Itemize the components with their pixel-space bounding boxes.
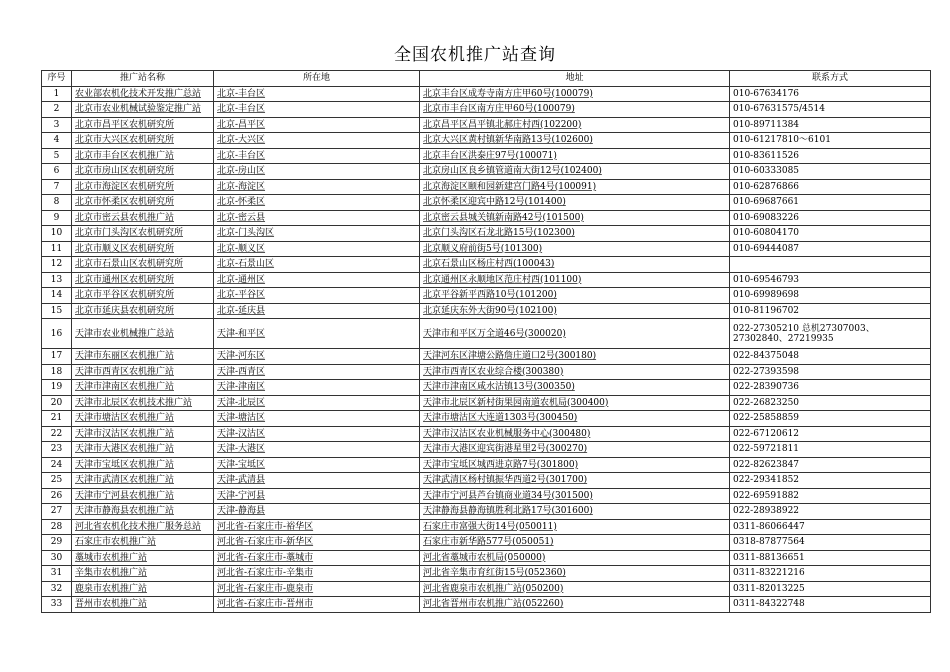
station-address: 北京丰台区洪泰庄97号(100071) — [420, 148, 730, 164]
station-name: 北京市顺义区农机研究所 — [72, 241, 214, 257]
station-location: 河北省-石家庄市-裕华区 — [214, 519, 420, 535]
station-contact: 0311-83221216 — [730, 566, 931, 582]
station-contact: 010-69687661 — [730, 195, 931, 211]
station-address: 北京海淀区颐和园新建宫门路4号(100091) — [420, 179, 730, 195]
row-index: 14 — [42, 288, 72, 304]
row-index: 15 — [42, 303, 72, 319]
station-location: 河北省-石家庄市-新华区 — [214, 535, 420, 551]
table-row — [42, 597, 931, 613]
station-location: 北京-密云县 — [214, 210, 420, 226]
station-address: 天津市汉沽区农业机械服务中心(300480) — [420, 426, 730, 442]
table-row — [42, 473, 931, 489]
table-row — [42, 288, 931, 304]
row-index: 18 — [42, 364, 72, 380]
station-location: 天津-和平区 — [214, 319, 420, 349]
table-row — [42, 117, 931, 133]
row-index: 20 — [42, 395, 72, 411]
station-contact: 010-81196702 — [730, 303, 931, 319]
station-location: 天津-大港区 — [214, 442, 420, 458]
station-contact: 010-89711384 — [730, 117, 931, 133]
station-address: 河北省辛集市育红街15号(052360) — [420, 566, 730, 582]
station-location: 北京-延庆县 — [214, 303, 420, 319]
station-contact: 022-69591882 — [730, 488, 931, 504]
station-name: 天津市塘沽区农机推广站 — [72, 411, 214, 427]
station-address: 北京延庆东外大街90号(102100) — [420, 303, 730, 319]
station-address: 北京密云县城关镇新南路42号(101500) — [420, 210, 730, 226]
row-index: 28 — [42, 519, 72, 535]
station-location: 河北省-石家庄市-藁城市 — [214, 550, 420, 566]
station-address: 北京顺义府前街5号(101300) — [420, 241, 730, 257]
row-index: 3 — [42, 117, 72, 133]
table-row — [42, 395, 931, 411]
station-contact: 0311-86066447 — [730, 519, 931, 535]
station-contact: 022-26823250 — [730, 395, 931, 411]
station-location: 天津-武清县 — [214, 473, 420, 489]
table-row — [42, 272, 931, 288]
station-table — [41, 70, 931, 613]
row-index: 22 — [42, 426, 72, 442]
row-index: 19 — [42, 380, 72, 396]
station-address: 天津武清区杨村镇振华西道2号(301700) — [420, 473, 730, 489]
table-row — [42, 102, 931, 118]
station-contact: 010-69546793 — [730, 272, 931, 288]
station-name: 北京市密云县农机推广站 — [72, 210, 214, 226]
station-address: 石家庄市新华路577号(050051) — [420, 535, 730, 551]
row-index: 9 — [42, 210, 72, 226]
page-title: 全国农机推广站查询 — [394, 45, 556, 65]
station-contact: 010-69083226 — [730, 210, 931, 226]
table-row — [42, 133, 931, 149]
station-location: 北京-顺义区 — [214, 241, 420, 257]
station-name: 北京市丰台区农机推广站 — [72, 148, 214, 164]
station-address: 北京丰台区成寿寺南方庄甲60号(100079) — [420, 86, 730, 102]
station-location: 北京-丰台区 — [214, 148, 420, 164]
station-address: 北京平谷新平西路10号(101200) — [420, 288, 730, 304]
station-contact: 022-25858859 — [730, 411, 931, 427]
station-location: 北京-昌平区 — [214, 117, 420, 133]
station-contact: 010-61217810～6101 — [730, 133, 931, 149]
station-contact: 0318-87877564 — [730, 535, 931, 551]
table-row — [42, 566, 931, 582]
header-contact: 联系方式 — [730, 71, 931, 87]
table-header-row — [42, 71, 931, 87]
station-location: 北京-海淀区 — [214, 179, 420, 195]
station-name: 晋州市农机推广站 — [72, 597, 214, 613]
station-contact — [730, 257, 931, 273]
station-location: 天津-宝坻区 — [214, 457, 420, 473]
row-index: 12 — [42, 257, 72, 273]
station-name: 北京市石景山区农机研究所 — [72, 257, 214, 273]
row-index: 17 — [42, 349, 72, 365]
station-location: 河北省-石家庄市-辛集市 — [214, 566, 420, 582]
table-row — [42, 504, 931, 520]
row-index: 31 — [42, 566, 72, 582]
station-location: 北京-怀柔区 — [214, 195, 420, 211]
station-name: 天津市大港区农机推广站 — [72, 442, 214, 458]
table-body — [42, 86, 931, 612]
station-contact: 0311-84322748 — [730, 597, 931, 613]
row-index: 6 — [42, 164, 72, 180]
station-address: 河北省藁城市农机局(050000) — [420, 550, 730, 566]
station-name: 辛集市农机推广站 — [72, 566, 214, 582]
station-address: 石家庄市富强大街14号(050011) — [420, 519, 730, 535]
station-name: 鹿泉市农机推广站 — [72, 581, 214, 597]
station-address: 天津市塘沽区大连道1303号(300450) — [420, 411, 730, 427]
table-row — [42, 581, 931, 597]
station-address: 天津市津南区咸水沽镇13号(300350) — [420, 380, 730, 396]
table-row — [42, 226, 931, 242]
station-location: 天津-河东区 — [214, 349, 420, 365]
station-location: 北京-石景山区 — [214, 257, 420, 273]
station-name: 河北省农机化技术推广服务总站 — [72, 519, 214, 535]
station-address: 天津市北辰区新村街果园南道农机局(300400) — [420, 395, 730, 411]
station-address: 河北省晋州市农机推广站(052260) — [420, 597, 730, 613]
station-name: 天津市北辰区农机技术推广站 — [72, 395, 214, 411]
station-contact: 022-29341852 — [730, 473, 931, 489]
station-name: 北京市延庆县农机研究所 — [72, 303, 214, 319]
station-location: 北京-平谷区 — [214, 288, 420, 304]
station-location: 天津-塘沽区 — [214, 411, 420, 427]
row-index: 1 — [42, 86, 72, 102]
station-contact: 022-27393598 — [730, 364, 931, 380]
table-row — [42, 164, 931, 180]
station-contact: 022-82623847 — [730, 457, 931, 473]
station-location: 北京-门头沟区 — [214, 226, 420, 242]
header-index: 序号 — [42, 71, 72, 87]
table-row — [42, 442, 931, 458]
station-address: 河北省鹿泉市农机推广站(050200) — [420, 581, 730, 597]
station-name: 天津市农业机械推广总站 — [72, 319, 214, 349]
row-index: 27 — [42, 504, 72, 520]
station-contact: 0311-88136651 — [730, 550, 931, 566]
row-index: 29 — [42, 535, 72, 551]
station-name: 北京市昌平区农机研究所 — [72, 117, 214, 133]
station-name: 北京市大兴区农机研究所 — [72, 133, 214, 149]
row-index: 8 — [42, 195, 72, 211]
station-contact: 010-69444087 — [730, 241, 931, 257]
station-name: 北京市怀柔区农机研究所 — [72, 195, 214, 211]
station-location: 天津-津南区 — [214, 380, 420, 396]
row-index: 32 — [42, 581, 72, 597]
row-index: 25 — [42, 473, 72, 489]
station-name: 天津市静海县农机推广站 — [72, 504, 214, 520]
station-name: 天津市宝坻区农机推广站 — [72, 457, 214, 473]
station-contact: 010-60804170 — [730, 226, 931, 242]
station-location: 北京-房山区 — [214, 164, 420, 180]
station-address: 天津市西青区农业综合楼(300380) — [420, 364, 730, 380]
station-name: 北京市海淀区农机研究所 — [72, 179, 214, 195]
row-index: 33 — [42, 597, 72, 613]
table-row — [42, 257, 931, 273]
table-row — [42, 303, 931, 319]
station-location: 北京-丰台区 — [214, 86, 420, 102]
station-location: 北京-大兴区 — [214, 133, 420, 149]
row-index: 11 — [42, 241, 72, 257]
station-address: 北京石景山区杨庄村西(100043) — [420, 257, 730, 273]
station-name: 农业部农机化技术开发推广总站 — [72, 86, 214, 102]
station-contact: 010-67631575/4514 — [730, 102, 931, 118]
station-name: 天津市武清区农机推广站 — [72, 473, 214, 489]
station-location: 天津-静海县 — [214, 504, 420, 520]
station-contact: 010-83611526 — [730, 148, 931, 164]
table-row — [42, 488, 931, 504]
station-name: 天津市汉沽区农机推广站 — [72, 426, 214, 442]
station-name: 北京市平谷区农机研究所 — [72, 288, 214, 304]
station-contact: 0311-82013225 — [730, 581, 931, 597]
table-row — [42, 411, 931, 427]
station-contact: 010-67634176 — [730, 86, 931, 102]
row-index: 24 — [42, 457, 72, 473]
station-location: 北京-丰台区 — [214, 102, 420, 118]
header-location: 所在地 — [214, 71, 420, 87]
station-name: 天津市西青区农机推广站 — [72, 364, 214, 380]
station-location: 天津-宁河县 — [214, 488, 420, 504]
station-name: 天津市东丽区农机推广站 — [72, 349, 214, 365]
station-location: 河北省-石家庄市-晋州市 — [214, 597, 420, 613]
station-address: 天津市和平区万全道46号(300020) — [420, 319, 730, 349]
station-location: 河北省-石家庄市-鹿泉市 — [214, 581, 420, 597]
station-contact: 022-28390736 — [730, 380, 931, 396]
station-name: 石家庄市农机推广站 — [72, 535, 214, 551]
table-row — [42, 179, 931, 195]
station-contact: 022-28938922 — [730, 504, 931, 520]
station-address: 北京大兴区黄村镇新华南路13号(102600) — [420, 133, 730, 149]
table-row — [42, 195, 931, 211]
station-location: 天津-汉沽区 — [214, 426, 420, 442]
station-contact: 022-84375048 — [730, 349, 931, 365]
station-address: 北京昌平区昌平镇北郝庄村西(102200) — [420, 117, 730, 133]
row-index: 21 — [42, 411, 72, 427]
station-contact: 022-27305210 总机27307003、27302840、27219935 — [730, 319, 931, 349]
row-index: 13 — [42, 272, 72, 288]
table-row — [42, 364, 931, 380]
table-row — [42, 426, 931, 442]
station-contact: 022-59721811 — [730, 442, 931, 458]
row-index: 2 — [42, 102, 72, 118]
station-address: 天津河东区津塘公路詹庄道口2号(300180) — [420, 349, 730, 365]
station-contact: 010-62876866 — [730, 179, 931, 195]
header-address: 地址 — [420, 71, 730, 87]
row-index: 4 — [42, 133, 72, 149]
table-row — [42, 148, 931, 164]
table-row — [42, 349, 931, 365]
row-index: 5 — [42, 148, 72, 164]
table-row — [42, 380, 931, 396]
station-name: 北京市门头沟区农机研究所 — [72, 226, 214, 242]
table-row — [42, 535, 931, 551]
station-name: 天津市津南区农机推广站 — [72, 380, 214, 396]
table-row — [42, 210, 931, 226]
station-contact: 010-60333085 — [730, 164, 931, 180]
station-name: 北京市房山区农机研究所 — [72, 164, 214, 180]
station-address: 北京通州区永顺地区范庄村西(101100) — [420, 272, 730, 288]
station-address: 北京怀柔区迎宾中路12号(101400) — [420, 195, 730, 211]
station-name: 藁城市农机推广站 — [72, 550, 214, 566]
station-location: 天津-西青区 — [214, 364, 420, 380]
station-contact: 010-69989698 — [730, 288, 931, 304]
station-name: 北京市通州区农机研究所 — [72, 272, 214, 288]
table-row — [42, 319, 931, 349]
row-index: 23 — [42, 442, 72, 458]
station-address: 天津静海县静海镇胜利北路17号(301600) — [420, 504, 730, 520]
table-row — [42, 550, 931, 566]
station-address: 天津市大港区迎宾街港星里2号(300270) — [420, 442, 730, 458]
table-row — [42, 457, 931, 473]
station-address: 天津市宁河县芦台镇商业道34号(301500) — [420, 488, 730, 504]
table-row — [42, 519, 931, 535]
station-address: 北京房山区良乡镇管道南大街12号(102400) — [420, 164, 730, 180]
station-name: 天津市宁河县农机推广站 — [72, 488, 214, 504]
table-row — [42, 241, 931, 257]
station-address: 天津市宝坻区城西进京路7号(301800) — [420, 457, 730, 473]
station-location: 天津-北辰区 — [214, 395, 420, 411]
row-index: 30 — [42, 550, 72, 566]
row-index: 16 — [42, 319, 72, 349]
station-address: 北京门头沟区石龙北路15号(102300) — [420, 226, 730, 242]
station-contact: 022-67120612 — [730, 426, 931, 442]
table-row — [42, 86, 931, 102]
row-index: 10 — [42, 226, 72, 242]
row-index: 7 — [42, 179, 72, 195]
row-index: 26 — [42, 488, 72, 504]
station-address: 北京市丰台区南方庄甲60号(100079) — [420, 102, 730, 118]
header-station-name: 推广站名称 — [72, 71, 214, 87]
station-location: 北京-通州区 — [214, 272, 420, 288]
station-name: 北京市农业机械试验鉴定推广站 — [72, 102, 214, 118]
